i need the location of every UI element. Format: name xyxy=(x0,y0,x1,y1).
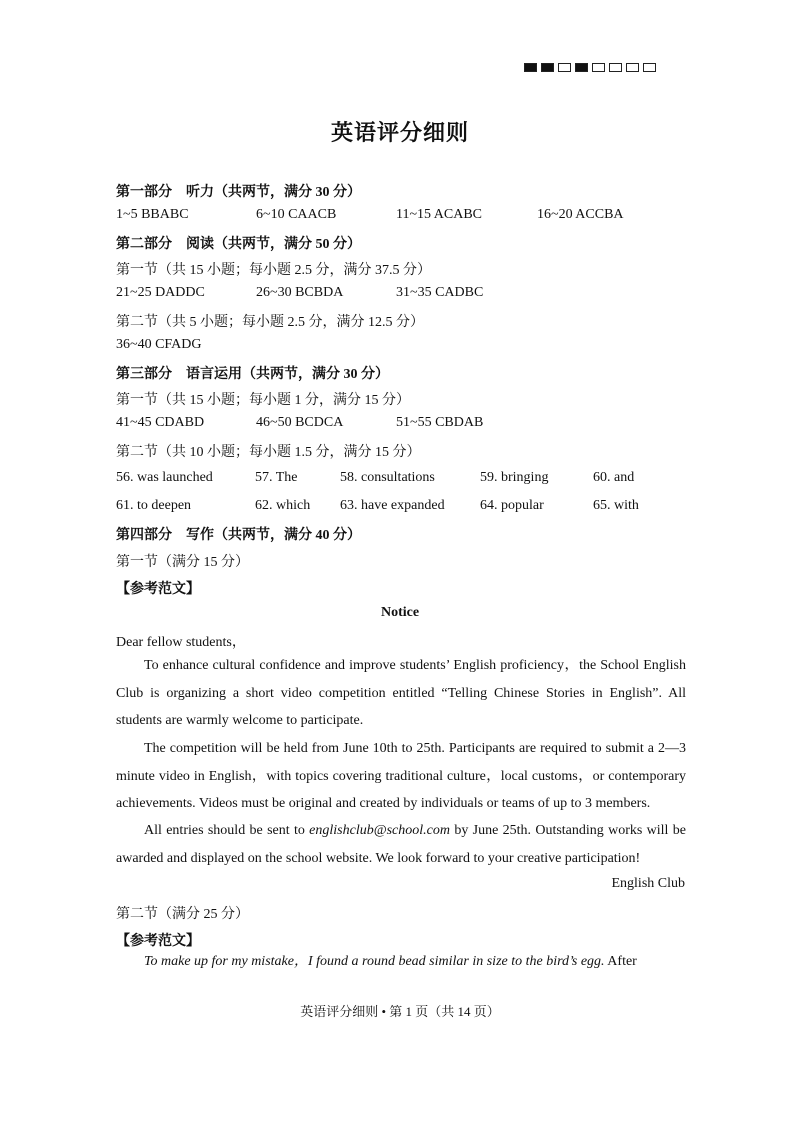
page-title: 英语评分细则 xyxy=(330,120,469,146)
part2-section1: 第一节（共 15 小题；每小题 2.5 分，满分 37.5 分） xyxy=(116,263,431,278)
notice-paragraph-1: To enhance cultural confidence and improve students’ English proficiency，the School English Club is organizing a short video competition entitled “Telling Chinese Stories in English”. All students are warmly welcome to participate. xyxy=(116,658,686,728)
fill-answer: 61. to deepen xyxy=(116,498,192,513)
answer-group: 21~25 DADDC xyxy=(116,285,205,300)
page-footer: 英语评分细则 • 第 1 页（共 14 页） xyxy=(300,1004,500,1019)
reference-label-2: 【参考范文】 xyxy=(116,934,200,949)
part3-section1: 第一节（共 15 小题；每小题 1 分，满分 15 分） xyxy=(116,393,410,408)
notice-title: Notice xyxy=(380,605,420,620)
fill-answer: 65. with xyxy=(593,498,639,513)
fill-answer: 57. The xyxy=(255,470,298,485)
filled-square-icon xyxy=(541,63,554,72)
fill-answer: 60. and xyxy=(593,470,635,485)
empty-square-icon xyxy=(558,63,571,72)
fill-answer: 58. consultations xyxy=(340,470,435,485)
notice-paragraph-2: The competition will be held from June 10th to 25th. Participants are required to submit a 2—3 minute video in English，with topics covering traditional culture，local customs，or contemporary achievements. Videos must be original and created by individuals or teams of up to 3 members. xyxy=(116,741,686,811)
empty-square-icon xyxy=(643,63,656,72)
empty-square-icon xyxy=(626,63,639,72)
part2-answers2: 36~40 CFADG xyxy=(116,337,202,352)
empty-square-icon xyxy=(592,63,605,72)
email-address: englishclub@school.com xyxy=(309,823,450,838)
answer-group: 31~35 CADBC xyxy=(396,285,484,300)
part4-heading: 第四部分 写作（共两节，满分 40 分） xyxy=(116,528,361,543)
filled-square-icon xyxy=(575,63,588,72)
fill-answer: 63. have expanded xyxy=(340,498,445,513)
reference-label: 【参考范文】 xyxy=(116,582,200,597)
page-squares xyxy=(524,63,656,72)
answer-group: 26~30 BCBDA xyxy=(256,285,344,300)
notice-paragraph-3: All entries should be sent to englishclub@school.com by June 25th. Outstanding works will be awarded and displayed on the school website. We look forward to your creative participation! xyxy=(116,823,686,866)
answer-group: 41~45 CDABD xyxy=(116,415,205,430)
answer-group: 6~10 CAACB xyxy=(256,207,337,222)
part4-section2: 第二节（满分 25 分） xyxy=(116,907,249,922)
fill-answer: 59. bringing xyxy=(480,470,549,485)
fill-answer: 56. was launched xyxy=(116,470,213,485)
answer-group: 1~5 BBABC xyxy=(116,207,189,222)
part3-section2: 第二节（共 10 小题；每小题 1.5 分，满分 15 分） xyxy=(116,445,421,460)
fill-answer: 64. popular xyxy=(480,498,544,513)
filled-square-icon xyxy=(524,63,537,72)
part4-section1: 第一节（满分 15 分） xyxy=(116,555,249,570)
essay-paragraph: To make up for my mistake，I found a round bead similar in size to the bird’s egg. After xyxy=(144,954,637,969)
notice-signature: English Club xyxy=(611,876,685,891)
empty-square-icon xyxy=(609,63,622,72)
part1-heading: 第一部分 听力（共两节，满分 30 分） xyxy=(116,185,361,200)
answer-group: 46~50 BCDCA xyxy=(256,415,344,430)
notice-greeting: Dear fellow students， xyxy=(116,635,246,650)
answer-group: 51~55 CBDAB xyxy=(396,415,484,430)
fill-answer: 62. which xyxy=(255,498,311,513)
answer-group: 11~15 ACABC xyxy=(396,207,483,222)
part2-heading: 第二部分 阅读（共两节，满分 50 分） xyxy=(116,237,361,252)
answer-group: 16~20 ACCBA xyxy=(537,207,624,222)
part2-section2: 第二节（共 5 小题；每小题 2.5 分，满分 12.5 分） xyxy=(116,315,424,330)
part3-heading: 第三部分 语言运用（共两节，满分 30 分） xyxy=(116,367,389,382)
